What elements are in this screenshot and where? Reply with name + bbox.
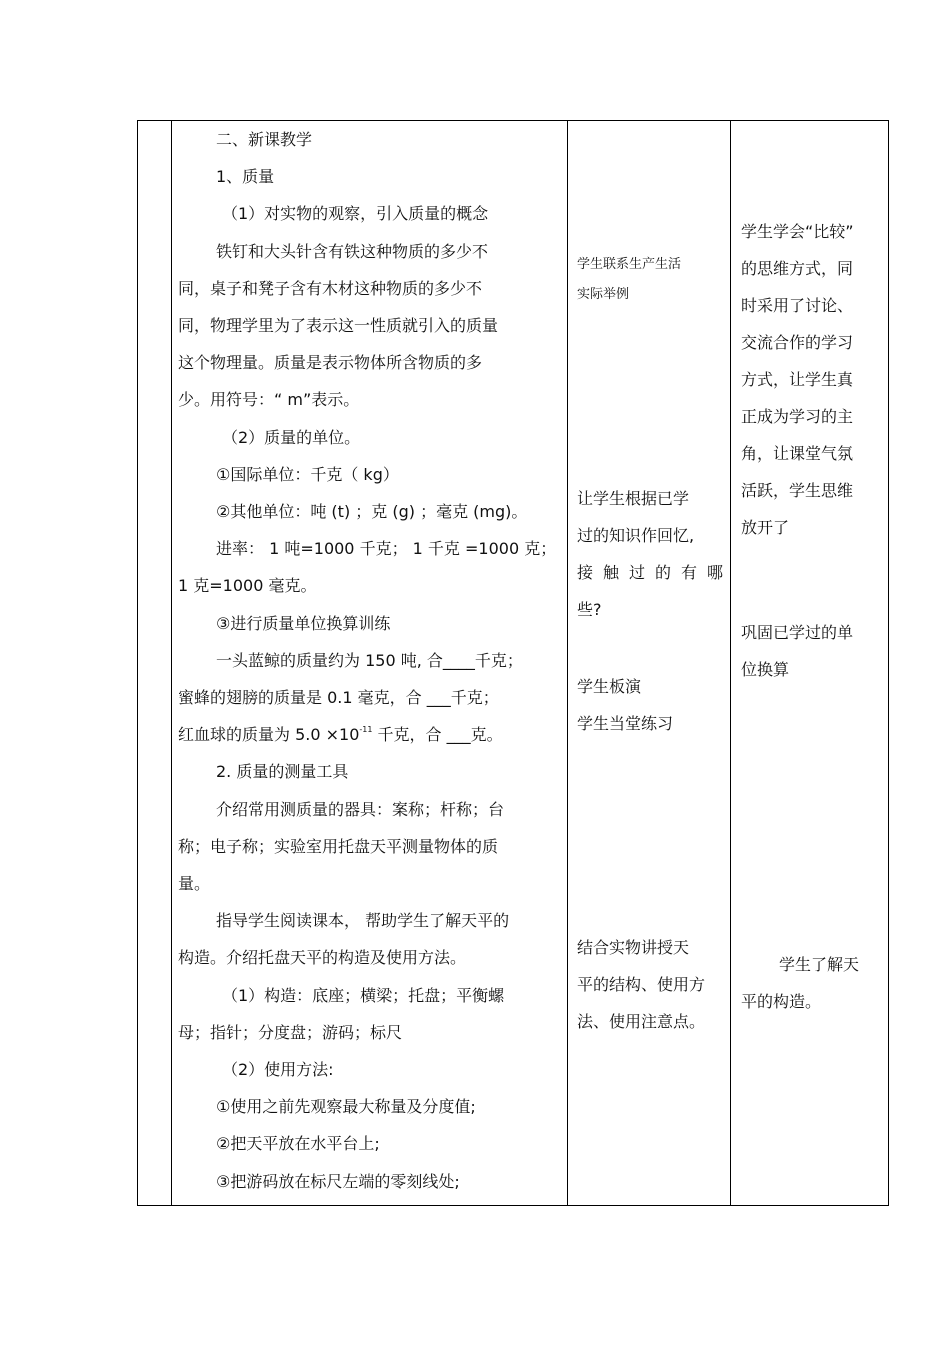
text-line: 同，物理学里为了表示这一性质就引入的质量 <box>178 316 499 336</box>
text-line: 让学生根据已学 <box>577 489 690 508</box>
student-activity-1 <box>577 250 725 310</box>
teaching-content-column <box>178 121 560 1200</box>
text-line: 这个物理量。质量是表示物体所含物质的多 <box>178 353 483 373</box>
text-line: 进率： 1 吨=1000 千克； 1 千克 =1000 克； <box>216 539 557 559</box>
text-line: 过的知识作回忆, <box>577 526 695 545</box>
subsection-heading: 1、质量 <box>216 167 275 187</box>
text-line: 少。用符号：“ m”表示。 <box>178 390 360 410</box>
text-line: 交流合作的学习 <box>741 333 854 352</box>
text-line: 1 克=1000 毫克。 <box>178 576 317 596</box>
text-line: 活跃，学生思维 <box>741 481 854 500</box>
text-line: 量。 <box>178 874 211 894</box>
text-line: 学生联系生产生活 <box>577 257 682 272</box>
column-divider-2 <box>567 120 568 1206</box>
text-line: 蜜蜂的翅膀的质量是 0.1 毫克，合 ___千克； <box>178 688 499 708</box>
text-line: ②把天平放在水平台上; <box>216 1134 380 1154</box>
text-line: 巩固已学过的单 <box>741 623 854 642</box>
text-fragment: 红血球的质量为 5.0 ×10 <box>178 725 360 745</box>
text-line: 称；电子称；实验室用托盘天平测量物体的质 <box>178 836 499 856</box>
text-line: 指导学生阅读课本， 帮助学生了解天平的 <box>216 911 510 931</box>
subsection-heading: 2. 质量的测量工具 <box>216 762 349 782</box>
text-line: （1）构造：底座；横梁；托盘；平衡螺 <box>222 985 505 1005</box>
text-line: 平的结构、使用方 <box>577 975 706 994</box>
exponent: -11 <box>359 725 373 735</box>
text-line: 母；指针；分度盘；游码；标尺 <box>178 1022 403 1042</box>
text-line: 实际举例 <box>577 287 630 302</box>
design-intent-3 <box>741 946 886 1020</box>
text-line: 介绍常用测质量的器具：案称；杆称；台 <box>216 799 505 819</box>
text-line: 正成为学习的主 <box>741 407 854 426</box>
text-line: 一头蓝鲸的质量约为 150 吨, 合____千克； <box>216 650 523 670</box>
column-divider-1 <box>171 120 172 1206</box>
text-line: 时采用了讨论、 <box>741 296 854 315</box>
design-intent-2 <box>741 614 886 688</box>
text-line: 结合实物讲授天 <box>577 938 690 957</box>
section-heading: 二、新课教学 <box>216 130 313 149</box>
text-line: 方式，让学生真 <box>741 370 854 389</box>
text-line: 同，桌子和凳子含有木材这种物质的多少不 <box>178 278 483 298</box>
text-line: 学生学会“比较” <box>741 222 854 241</box>
text-line: ③进行质量单位换算训练 <box>216 613 391 633</box>
student-activity-4 <box>577 929 725 1040</box>
text-line: ①使用之前先观察最大称量及分度值; <box>216 1097 476 1117</box>
text-line: 学生了解天 <box>779 955 860 974</box>
text-line: （2）使用方法: <box>222 1060 334 1080</box>
student-activity-3 <box>577 668 725 742</box>
text-line: 学生板演 <box>577 677 642 696</box>
text-line: 放开了 <box>741 518 790 537</box>
student-activity-2 <box>577 480 723 628</box>
text-line: 构造。介绍托盘天平的构造及使用方法。 <box>178 948 467 968</box>
text-line: 角，让课堂气氛 <box>741 444 854 463</box>
text-line: 些? <box>577 600 602 619</box>
text-line: 的思维方式，同 <box>741 259 854 278</box>
text-line: ③把游码放在标尺左端的零刻线处; <box>216 1171 460 1191</box>
text-line: 平的构造。 <box>741 992 822 1011</box>
text-line <box>178 716 560 753</box>
text-line: 接 触 过 的 有 哪 <box>577 563 723 582</box>
text-line: （2）质量的单位。 <box>222 427 361 447</box>
text-line: 位换算 <box>741 660 790 679</box>
text-line: 法、使用注意点。 <box>577 1012 706 1031</box>
text-line: ①国际单位：千克（ kg） <box>216 464 399 484</box>
text-fragment: 千克，合 ___克。 <box>372 725 503 745</box>
text-line: （1）对实物的观察，引入质量的概念 <box>222 204 489 224</box>
column-divider-3 <box>730 120 731 1206</box>
text-line: ②其他单位：吨 (t) ；克 (g) ；毫克 (mg)。 <box>216 502 528 522</box>
text-line: 学生当堂练习 <box>577 714 674 733</box>
text-line: 铁钉和大头针含有铁这种物质的多少不 <box>216 241 489 261</box>
design-intent-1 <box>741 213 886 546</box>
